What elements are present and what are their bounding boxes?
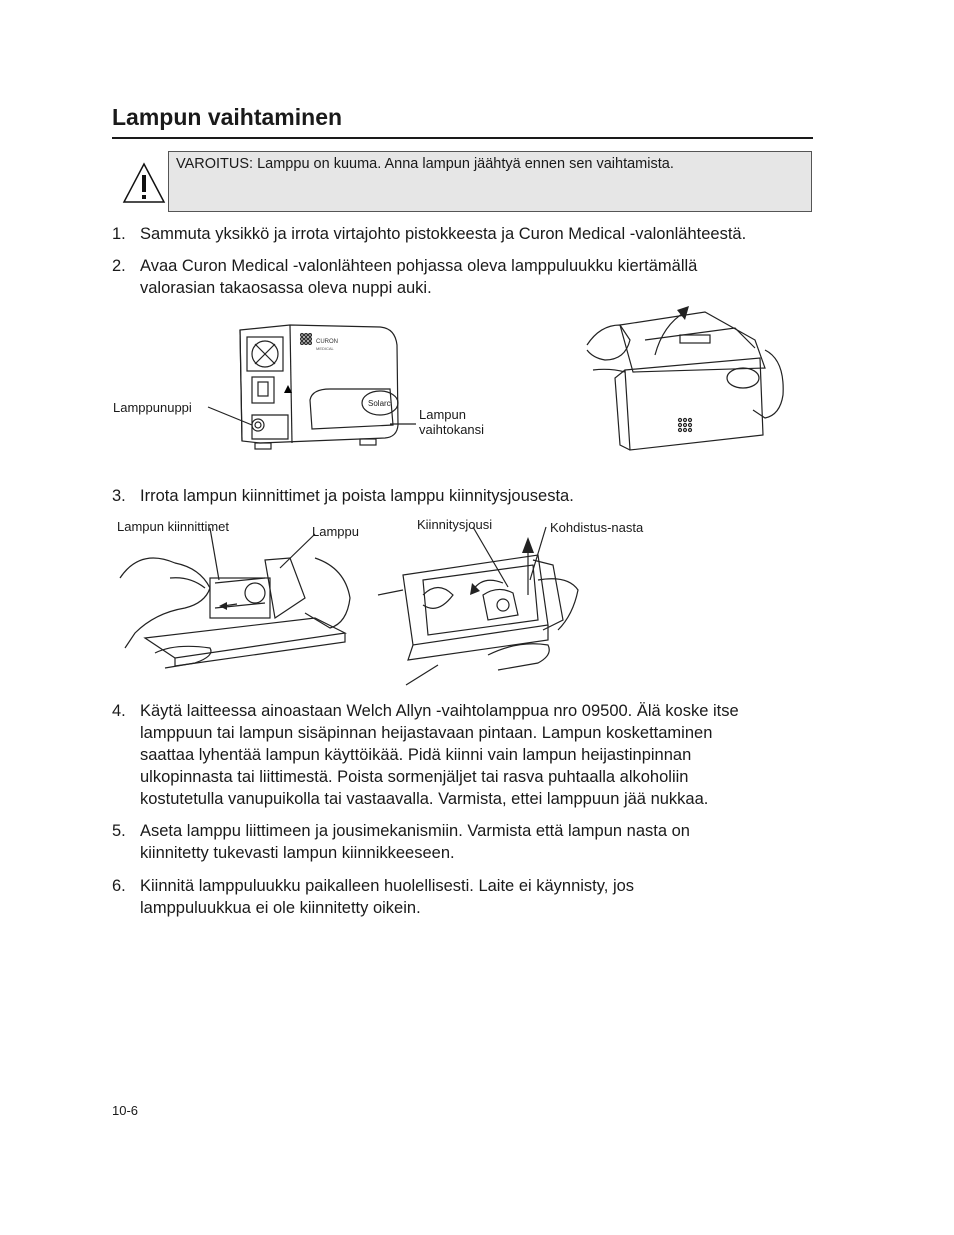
step-text-line: Kiinnitä lamppuluukku paikalleen huolellisesti. Laite ei käynnisty, jos bbox=[140, 877, 635, 895]
removing-lamp-clips-illustration bbox=[115, 538, 355, 673]
label-retaining-spring: Kiinnitysjousi bbox=[417, 517, 493, 532]
step-number: 4. bbox=[112, 702, 126, 720]
step-text-line: kostutetulla vanupuikolla tai vastaavalla. Varmista, ettei lamppuun jää nukkaa. bbox=[140, 790, 709, 808]
device-brand-sub-text: MEDICAL bbox=[316, 346, 334, 351]
step-4 bbox=[112, 700, 822, 810]
page-title: Lampun vaihtaminen bbox=[112, 104, 343, 130]
step-text-line: valorasian takaosassa oleva nuppi auki. bbox=[140, 279, 432, 297]
warning-text: VAROITUS: Lamppu on kuuma. Anna lampun jäähtyä ennen sen vaihtamista. bbox=[176, 156, 674, 172]
warning-box bbox=[168, 151, 812, 212]
label-lamp-knob: Lamppunuppi bbox=[113, 400, 192, 415]
label-lamp-cover-line2: vaihtokansi bbox=[419, 422, 485, 437]
label-alignment-pin: Kohdistus-nasta bbox=[550, 520, 644, 535]
device-brand-text: CURON bbox=[316, 339, 338, 345]
step-1 bbox=[112, 223, 832, 245]
step-number: 2. bbox=[112, 257, 126, 275]
step-text-line: lamppuluukkua ei ole kiinnitetty oikein. bbox=[140, 899, 421, 917]
label-lamp-cover-line1: Lampun bbox=[419, 407, 466, 422]
step-text-line: saattaa lyhentää lampun käyttöikää. Pidä kiinni vain lampun heijastinpinnan bbox=[140, 746, 692, 764]
page-number: 10-6 bbox=[112, 1103, 139, 1118]
opening-lamp-door-illustration bbox=[585, 300, 795, 460]
step-3 bbox=[112, 485, 812, 507]
step-text-line: lamppuun tai lampun sisäpinnan heijastavaan pintaan. Lampun koskettaminen bbox=[140, 724, 713, 742]
removing-lamp-from-spring-illustration bbox=[378, 535, 608, 690]
step-number: 6. bbox=[112, 877, 126, 895]
step-5 bbox=[112, 820, 822, 864]
step-6 bbox=[112, 875, 822, 919]
label-lamp: Lamppu bbox=[312, 524, 359, 539]
step-text: Irrota lampun kiinnittimet ja poista lamppu kiinnitysjousesta. bbox=[140, 487, 574, 505]
step-text-line: ulkopinnasta tai liittimestä. Poista sormenjäljet tai rasva puhtaalla alkoholiin bbox=[140, 768, 689, 786]
step-text-line: Aseta lamppu liittimeen ja jousimekanismiin. Varmista että lampun nasta on bbox=[140, 822, 690, 840]
title-divider bbox=[112, 137, 813, 139]
step-text-line: Avaa Curon Medical -valonlähteen pohjassa oleva lamppuluukku kiertämällä bbox=[140, 257, 698, 275]
step-number: 3. bbox=[112, 487, 126, 505]
light-source-device-illustration bbox=[200, 315, 500, 460]
step-text: Sammuta yksikkö ja irrota virtajohto pistokkeesta ja Curon Medical -valonlähteestä. bbox=[140, 225, 747, 243]
step-number: 1. bbox=[112, 225, 126, 243]
device-logo-text: Solarc bbox=[368, 399, 391, 408]
step-2 bbox=[112, 255, 812, 299]
step-number: 5. bbox=[112, 822, 126, 840]
step-text-line: Käytä laitteessa ainoastaan Welch Allyn -vaihtolamppua nro 09500. Älä koske itse bbox=[140, 702, 739, 720]
warning-triangle-icon bbox=[122, 162, 166, 204]
label-lamp-clips: Lampun kiinnittimet bbox=[117, 519, 229, 534]
step-text-line: kiinnitetty tukevasti lampun kiinnikkeeseen. bbox=[140, 844, 455, 862]
